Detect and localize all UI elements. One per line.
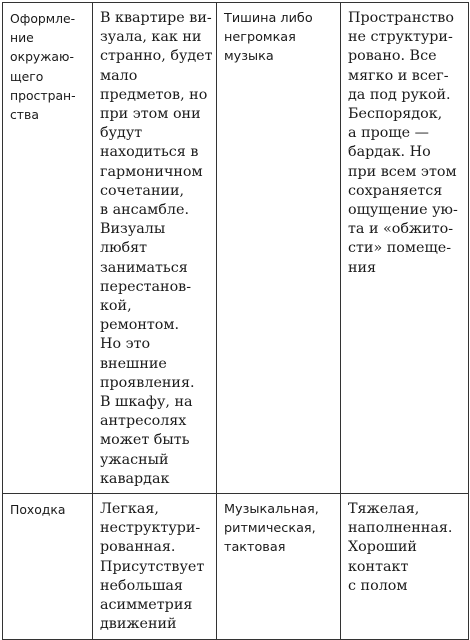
cell-line: при этом они <box>100 106 201 123</box>
cell-line: любят <box>100 240 148 257</box>
cell-line: Визуалы <box>100 221 166 238</box>
cell-line: музыка <box>224 49 274 65</box>
cell-line: антресолях <box>100 413 187 430</box>
kinesthetic-cell <box>341 3 469 494</box>
cell-line: перестанов- <box>100 278 192 295</box>
cell-line: Оформле- <box>10 11 76 26</box>
audial-cell <box>217 3 341 494</box>
cell-line: Тишина либо <box>224 11 313 26</box>
cell-line: В квартире ви- <box>100 10 212 26</box>
cell-line: зуала, как ни <box>100 29 202 46</box>
cell-line: кавардак <box>100 470 170 487</box>
cell-line: Легкая, <box>100 501 159 518</box>
cell-line: бардак. Но <box>348 144 431 161</box>
category-cell <box>3 3 93 494</box>
comparison-table <box>2 2 469 640</box>
cell-line: при всем этом <box>348 163 457 180</box>
cell-line: ремонтом. <box>100 317 180 334</box>
cell-line: рованная. <box>100 539 176 556</box>
cell-line: мало <box>100 67 138 84</box>
category-cell <box>3 494 93 639</box>
cell-line: асимметрия <box>100 597 193 614</box>
cell-line: Музыкальная, <box>224 502 319 518</box>
cell-line: окружаю- <box>10 49 74 65</box>
cell-line: ритмическая, <box>224 521 316 537</box>
cell-line: в ансамбле. <box>100 202 189 219</box>
cell-line: не структури- <box>348 29 453 46</box>
cell-line: сти» помеще- <box>348 240 452 257</box>
cell-line: та и «обжито- <box>348 221 454 238</box>
cell-line: сочетании, <box>100 182 185 199</box>
cell-line: движений <box>100 616 177 633</box>
cell-line: гармоничном <box>100 163 203 180</box>
cell-line: мягко и всег- <box>348 67 449 84</box>
cell-line: неструктури- <box>100 520 201 537</box>
cell-line: Походка <box>10 502 66 518</box>
cell-line: контакт <box>348 558 409 575</box>
cell-line: заниматься <box>100 259 188 276</box>
kinesthetic-cell <box>341 494 469 639</box>
audial-cell <box>217 494 341 639</box>
cell-line: сохраняется <box>348 182 443 199</box>
cell-line: с полом <box>348 577 408 594</box>
cell-line: странно, будет <box>100 48 213 65</box>
cell-line: Беспорядок, <box>348 106 443 123</box>
cell-line: Присутствует <box>100 558 205 575</box>
cell-line: щего <box>10 68 44 84</box>
cell-line: кой, <box>100 298 132 315</box>
cell-line: ровано. Все <box>348 48 437 65</box>
cell-line: негромкая <box>224 30 296 46</box>
table-row <box>3 494 469 639</box>
cell-line: Но это <box>100 336 151 353</box>
cell-line: Тяжелая, <box>348 501 420 518</box>
cell-line: простран- <box>10 87 76 103</box>
table-row <box>3 3 469 494</box>
cell-line: да под рукой. <box>348 86 451 103</box>
cell-line: Хороший <box>348 539 417 556</box>
cell-line: а проще — <box>348 125 429 142</box>
cell-line: ния <box>348 259 377 276</box>
cell-line: ства <box>10 107 39 123</box>
visual-cell <box>93 494 217 639</box>
cell-line: будут <box>100 125 143 142</box>
cell-line: небольшая <box>100 577 183 594</box>
cell-line: проявления. <box>100 374 195 391</box>
cell-line: В шкафу, на <box>100 394 193 411</box>
cell-line: находиться в <box>100 144 199 161</box>
cell-line: ощущение ую- <box>348 202 458 219</box>
cell-line: тактовая <box>224 540 286 556</box>
cell-line: ние <box>10 30 34 46</box>
cell-line: ужасный <box>100 451 169 468</box>
cell-line: наполненная. <box>348 520 453 537</box>
cell-line: предметов, но <box>100 86 208 103</box>
cell-line: Пространство <box>348 10 454 26</box>
cell-line: внешние <box>100 355 167 372</box>
cell-line: может быть <box>100 432 190 449</box>
visual-cell <box>93 3 217 494</box>
